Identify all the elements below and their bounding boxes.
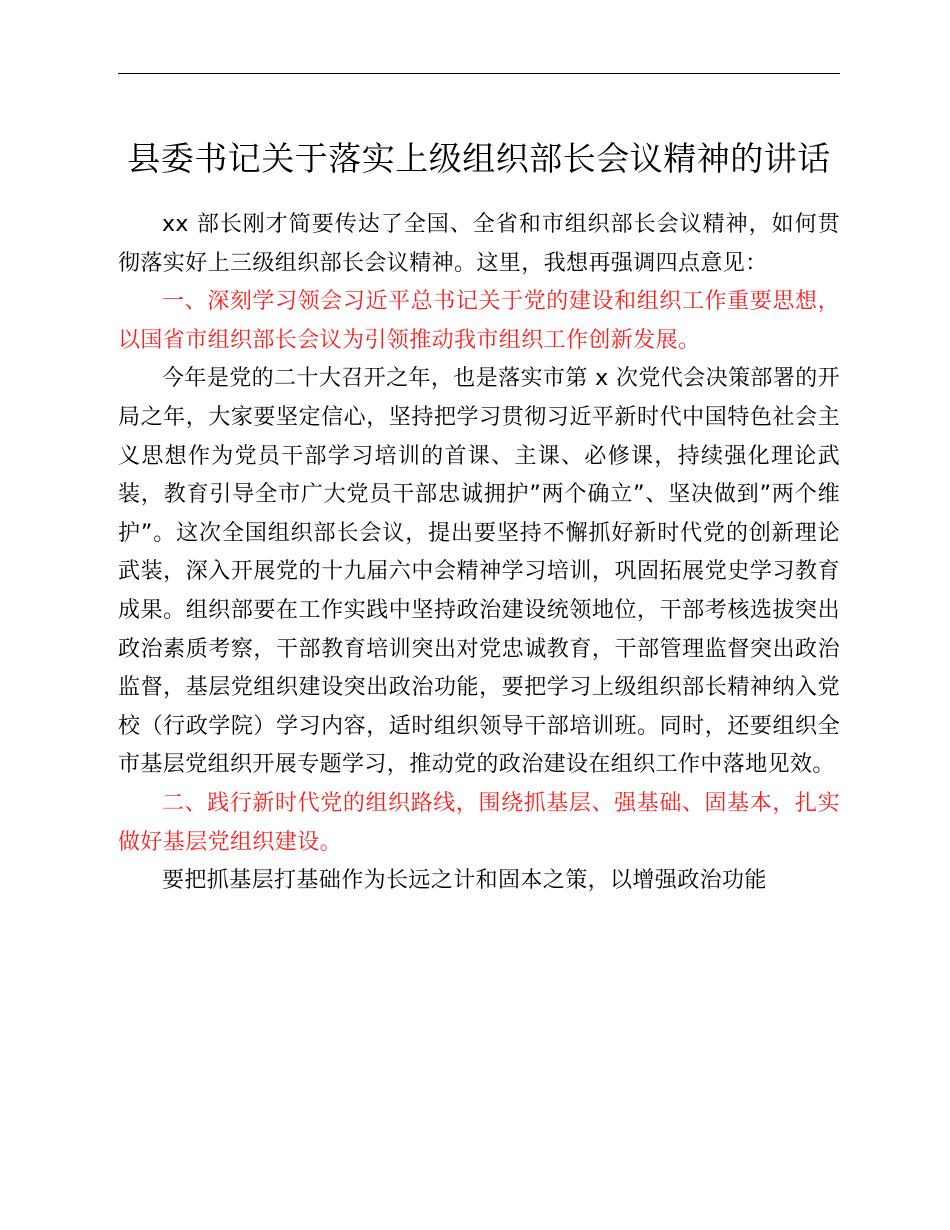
section-1-paragraph: 今年是党的二十大召开之年，也是落实市第 x 次党代会决策部署的开局之年，大家要坚定信心，坚持把学习贯彻习近平新时代中国特色社会主义思想作为党员干部学习培训的首课、主课、必修课，持续强化理论武装，教育引导全市广大党员干部忠诚拥护”两个确立”、坚决做到”两个维护”。这次全国组织部长会议，提出要坚持不懈抓好新时代党的创新理论武装，深入开展党的十九届六中会精神学习培训，巩固拓展党史学习教育成果。组织部要在工作实践中坚持政治建设统领地位，干部考核选拔突出政治素质考察，干部教育培训突出对党忠诚教育，干部管理监督突出政治监督，基层党组织建设突出政治功能，要把学习上级组织部长精神纳入党校（行政学院）学习内容，适时组织领导干部培训班。同时，还要组织全市基层党组织开展专题学习，推动党的政治建设在组织工作中落地见效。 xyxy=(118,366,840,778)
intro-paragraph: xx 部长刚才简要传达了全国、全省和市组织部长会议精神，如何贯彻落实好上三级组织部长会议精神。这里，我想再强调四点意见： xyxy=(118,212,840,276)
document-title: 县委书记关于落实上级组织部长会议精神的讲话 xyxy=(127,139,831,178)
section-2-paragraph: 要把抓基层打基础作为长远之计和固本之策，以增强政治功能 xyxy=(162,868,767,894)
section-heading-1: 一、深刻学习领会习近平总书记关于党的建设和组织工作重要思想，以国省市组织部长会议为引领推动我市组织工作创新发展。 xyxy=(118,289,840,353)
header-rule xyxy=(118,73,840,74)
section-heading-2: 二、践行新时代党的组织路线，围绕抓基层、强基础、固基本，扎实做好基层党组织建设。 xyxy=(118,790,840,855)
document-body xyxy=(118,206,840,901)
